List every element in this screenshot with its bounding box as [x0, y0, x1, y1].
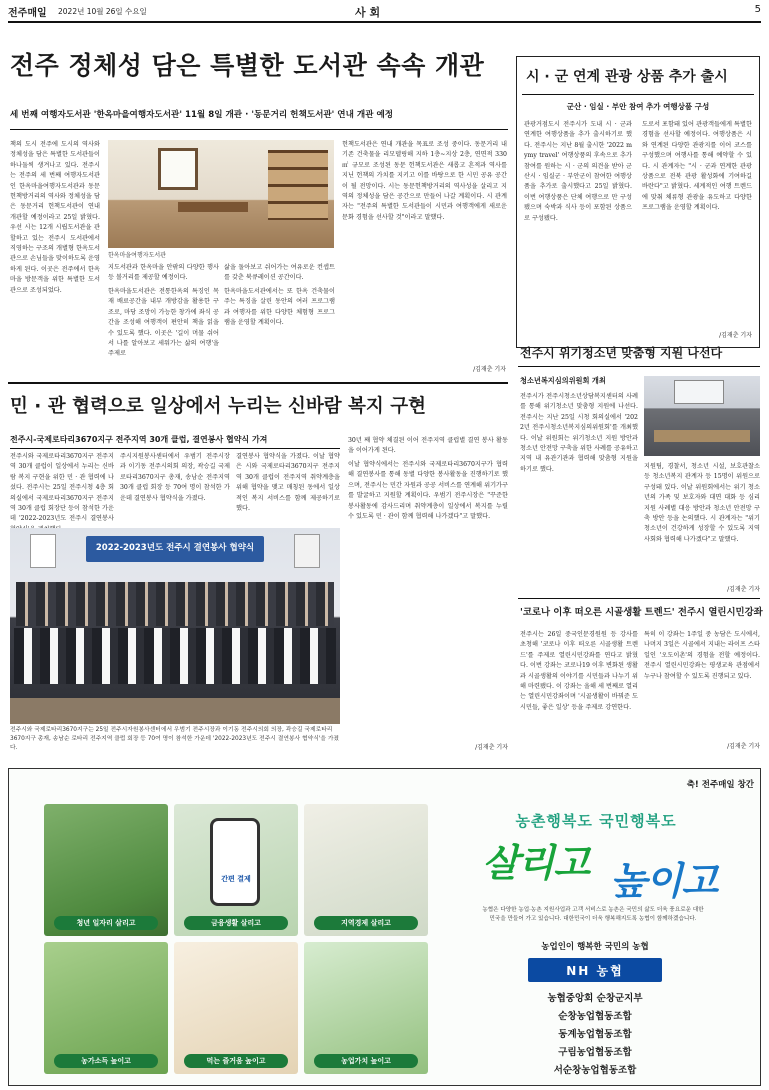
ad-tile-farm-income: [44, 942, 168, 1074]
library-bookshelf: [268, 150, 328, 220]
tourism-headline-rule: [522, 94, 754, 95]
lead-column-1: 책의 도시 전주에 도시의 역사와 정체성을 담은 특별한 도서관들이 하나둘씩 생겨나고 있다. 전주시는 전주의 세 번째 여행자도서관인 한옥마을여행자도서관과 동문헌책방거리의 역사와 정체성을 담은 동문거리 헌책도서관이 연내 개관할 예정이라고 25일 밝혔다. 우선 시는 12개 시립도서관을 관할하고 있는 전주시 도서관에서 직영하는 구조의 개별형 한옥도서관으로 손님들을 맞이하도록 운영하게 된다. 이곳은 전주에서 한옥마을 방문객을 위한 특별한 도서관으로 조성되었다.: [10, 141, 100, 294]
welfare-group-photo: [10, 528, 340, 724]
consumer-column-2: 특히 이 강좌는 1주일 중 농담은 도시에서, 나머지 3일은 시골에서 지내는 라이프 스타일인 '오도이촌'의 경험을 전할 예정이다. 전주시 열린시민강좌는 평생교육 관점에서 누구나 참여할 수 있도록 진행되고 있다.: [644, 631, 760, 680]
welfare-column-4-top: 30년 째 협약 체결된 이어 전주지역 클럽별 결연 봉사 활동을 이어가게 된다.: [348, 437, 508, 455]
phone-shape: [210, 818, 260, 906]
youth-headline: 전주시 위기청소년 맞춤형 지원 나선다: [520, 346, 723, 360]
page-number: 5: [754, 4, 761, 15]
ad-tile-grid: [44, 804, 428, 1074]
ad-tile-food-joy: [174, 942, 298, 1074]
lead-column-2: 한옥마을도서관은 전통한옥의 특징인 목재 배료공간을 내부 개방감을 활용한 구조로, 마당 조망이 가능한 창가에 좌식 공간을 조성해 여행객이 편안히 책을 읽을 수 있도록 했다. 이곳은 '길이 머물 쉬어서 나를 알아보고 세워가는 삶의 여행'을 주제로: [108, 288, 219, 358]
welfare-banner-title: 2022-2023년도 전주시 결연봉사 협약식: [95, 543, 255, 553]
tourism-column-1: 관광거점도시 전주시가 도내 시 · 군과 연계한 여행상품을 추가 출시하기로 했다. 전주시는 지난 8월 출시한 '2022 mymy travel' 여행상품의 후속으로 추가 참여를 원하는 시 · 군의 의견을 받아 군산시 · 임실군 · 부안군이 참여한 여행상품을 추가로 출시했다고 25일 밝혔다. 이번 여행상품은 단체 여행으로 만 구성됐으며 숙박과 식사 등이 포함된 상품으로 구성됐다.: [524, 121, 632, 222]
youth-column-1: 전주시가 전주시청소년상담복지센터의 사례를 통해 위기청소년 맞춤형 지원에 나선다. 전주시는 지난 25일 시청 회의실에서 '2022년 전주시청소년복지심의위원회'를 개최했다. 이날 위원회는 위기청소년 지원 방안과 청소년 안전망 구축을 위한 사례를 공유하고 지역 내 유관기관과 협력해 맞춤형 지원을 하기로 했다.: [520, 393, 638, 473]
lead-column-3-top: 삶을 돌아보고 쉬어가는 여유로운 컨셉트를 갖춘 북큐레이션 공간이다.: [224, 264, 335, 282]
welfare-column-2: 주시지원봉사센터에서 우범기 전주시장과 이기동 전주시의회 의장, 곽승길 국제로타리3670지구 총재, 송남순 전주지역 30개 클럽 회장 등 70여 명이 참석한 가운데 결연봉사 협약식을 가졌다.: [120, 453, 230, 502]
sponsor-line: 동계농업협동조합: [558, 1029, 632, 1040]
consumer-top-rule: [518, 598, 760, 599]
tourism-byline: /김재춘 기자: [719, 332, 752, 339]
ad-banner-title: 축! 전주매일 창간: [686, 780, 754, 790]
floor: [10, 698, 340, 724]
welfare-column-4: 이날 협약식에서는 전주시와 국제로타리3670지구가 협력해 결연봉사를 통해 동별 다양한 봉사활동을 진행하기로 했으며, 전주시는 민간 자원과 공공 서비스를 연계해 위기가구를 발굴하고 지원할 계획이다. 우범기 전주시장은 "꾸준한 봉사활동에 감사드리며 취약계층이 일상에서 복지를 누릴 수 있도록 민 · 관이 함께 협력해 나가겠다"고 말했다.: [348, 461, 508, 521]
lead-column-2-top: 지도서관과 한옥마을 안팎의 다양한 행사 등 볼거리를 제공할 예정이다.: [108, 264, 219, 282]
ad-tile-local-economy: [304, 804, 428, 936]
ad-tile-farm-value: [304, 942, 428, 1074]
lead-column-3: 한옥마을도서관에서는 또 한옥 건축물이 주는 특징을 살린 동안의 여러 프로그램과 여행자를 위한 다양한 체험형 프로그램을 운영할 계획이다.: [224, 288, 335, 327]
masthead-rule: [8, 21, 761, 23]
phone-screen-label: 간편 결제: [221, 875, 251, 883]
sponsor-line: 순창농업협동조합: [558, 1011, 632, 1022]
tile-label: 금융생활 살리고: [211, 919, 261, 927]
lead-subhead-rule: [10, 129, 508, 130]
participants-row-back: [16, 582, 334, 626]
youth-meeting-photo: [644, 376, 760, 456]
tile-label: 농업가치 높이고: [341, 1057, 391, 1065]
ad-slogan-part2: 높이고: [610, 859, 718, 903]
tile-label: 청년 일자리 살리고: [76, 919, 136, 927]
youth-subhead: 청소년복지심의위원회 개최: [520, 376, 606, 385]
tourism-subhead: 군산 · 임실 · 부안 참여 추가 여행상품 구성: [566, 102, 710, 111]
youth-column-2: 지원팀, 경찰서, 청소년 시설, 보호관찰소 등 청소년복지 관계자 등 15명이 위원으로 구성돼 있다. 이날 위원회에서는 위기 청소년의 가족 및 보호자와 대면 대화 등 심리 지원 사례별 대응 방안과 청소년 안전망 구축 방안 등을 논의했다. 시 관계자는 "위기 청소년이 건강하게 성장할 수 있도록 지역사회와 협력해 나가겠다"고 말했다.: [644, 463, 760, 543]
sponsor-line: 서순창농업협동조합: [553, 1065, 637, 1076]
ad-slogan-part1: 살리고: [482, 841, 590, 885]
welfare-top-rule: [8, 382, 508, 384]
welfare-column-1: 전주시와 국제로타리3670지구 전주지역 30개 클럽이 일상에서 누리는 신바람 복지 구현을 위한 민 · 관 협력에 나섰다. 전주시는 25일 전주시청 4층 회의실에서 국제로타리3670지구 전주지역 30개 클럽 회장단 등이 참석한 가운데 '2022-2023년도 전주시 결연봉사: [10, 453, 114, 523]
library-table: [178, 202, 248, 212]
library-photo: [108, 140, 334, 248]
welfare-subhead-rule: [10, 448, 340, 449]
issue-date: 2022년 10월 26일 수요일: [58, 7, 147, 16]
section-title: 사 회: [355, 6, 381, 19]
ad-campaign-subtitle: 농촌행복도 국민행복도: [515, 812, 677, 830]
tourism-column-2: 도로서 포함돼 있어 관광객들에게 특별한 경험을 선사할 예정이다. 여행상품은 시와 연계된 다양한 관광지를 이어 코스를 구성했으며 여행사를 통해 예약할 수 있다. 시 관계자는 "시 · 군과 연계한 관광 상품으로 전북 관광 활성화에 기여하길 바란다"고 밝혔다. 세계적인 여행 트렌드에 맞춰 체류형 관광을 유도하고 다양한 프로그램을 운영할 계획이다.: [642, 121, 752, 212]
meeting-table: [654, 430, 750, 442]
consumer-byline: /김재춘 기자: [727, 743, 760, 750]
nh-logo: [528, 958, 662, 982]
tile-label: 농가소득 높이고: [81, 1057, 131, 1065]
sponsor-line: 구림농업협동조합: [558, 1047, 632, 1058]
ad-tile-youth-jobs: [44, 804, 168, 936]
lead-subhead: 세 번째 여행자도서관 '한옥마을여행자도서관' 11월 8일 개관 · '동문거리 헌책도서관' 연내 개관 예정: [10, 110, 394, 120]
sponsor-line: 농협중앙회 순창군지부: [547, 993, 643, 1004]
welfare-column-3: 결연봉사 협약식을 가졌다. 이날 협약은 시와 국제로타리3670지구 전주지역 30개 클럽이 전주지역 취약계층을 위해 협약을 맺고 매칭된 동에서 일상적인 복지 서비스를 함께 제공하기로 했다.: [236, 453, 340, 513]
youth-byline: /김재춘 기자: [727, 586, 760, 593]
ad-tile-finance: [174, 804, 298, 936]
welfare-subhead: 전주시-국제로타리3670지구 전주지역 30개 클럽, 결연봉사 협약식 가져: [10, 435, 268, 444]
masthead: [8, 4, 761, 20]
lead-column-4: 헌책도서관은 연내 개관을 목표로 조성 중이다. 동문거리 내 기존 건축물을 리모델링해 지하 1층~지상 2층, 연면적 330㎡ 규모로 조성된 동문 헌책도서관은 새롭고 흔적과 역사를 지닌 헌책의 가치를 지키고 이를 바탕으로 한 시민 공유 공간이 될 전망이다. 시는 동문헌책방거리의 역사성을 살리고 지역의 정체성을 담은 공간으로 만들어 나갈 계획이다. 시 관계자는 "전주의 특별한 도서관들이 시민과 여행객에게 새로운 문화 경험을 선사할 것"이라고 말했다.: [342, 141, 507, 221]
ad-tagline: 농업인이 행복한 국민의 농협: [541, 942, 649, 952]
ad-sponsor-list: [520, 990, 670, 1080]
library-window: [158, 148, 198, 190]
ad-description: 농협은 다양한 농업·농촌 지원사업과 고객 서비스로 농촌은 국민의 삶도 더욱 풍요로운 대한민국을 만들어 가고 있습니다. 대한민국이 더욱 행복해지도록 농협이 함께하겠습니다.: [482, 907, 704, 922]
participants-row-front: [14, 628, 336, 684]
tile-label: 지역경제 살리고: [341, 919, 391, 927]
korean-flag: [30, 534, 56, 568]
library-photo-caption: 한옥마을여행자도서관: [108, 252, 166, 259]
meeting-screen: [674, 380, 724, 404]
lead-byline: /김재춘 기자: [473, 366, 506, 373]
nh-logo-text: NH 농협: [566, 964, 624, 978]
youth-headline-rule: [518, 366, 760, 367]
rotary-flag: [294, 534, 320, 568]
lead-headline: 전주 정체성 담은 특별한 도서관 속속 개관: [10, 51, 485, 80]
consumer-column-1: 전주시는 26일 중국인문경원원 등 강사를 초청해 '코로나 이후 떠오른 시골생활 트렌드'를 주제로 열린시민강좌를 연다고 밝혔다. 이번 강좌는 코로나19 이후 변화된 생활과 시골생활의 이야기를 시민들과 나누기 위해 마련됐다. 이 강좌는 올해 세 번째로 열리는 열린시민강좌이며 '시골생활이 바꿔준 도시민들, 좋은 일상' 등을 주제로 강연한다.: [520, 631, 638, 711]
welfare-byline: /김재춘 기자: [475, 744, 508, 751]
tile-label: 먹는 즐거움 높이고: [206, 1057, 266, 1065]
tourism-headline: 시 · 군 연계 관광 상품 추가 출시: [526, 69, 728, 85]
welfare-headline: 민 · 관 협력으로 일상에서 누리는 신바람 복지 구현: [10, 396, 426, 417]
paper-name: 전주매일: [8, 8, 47, 19]
consumer-headline: '코로나 이후 떠오른 시골생활 트렌드' 전주시 열린시민강좌: [520, 607, 763, 618]
welfare-photo-caption: 전주시와 국제로타리3670지구는 25일 전주시자원봉사센터에서 우범기 전주시장과 이기동 전주시의회 의장, 곽승길 국제로타리3670지구 총재, 송남순 로타리 전주지역 클럽 회장 등 70여 명이 참석한 가운데 '2022-2023년도 전주시 결연봉사 협약식'을 가졌다.: [10, 727, 340, 751]
